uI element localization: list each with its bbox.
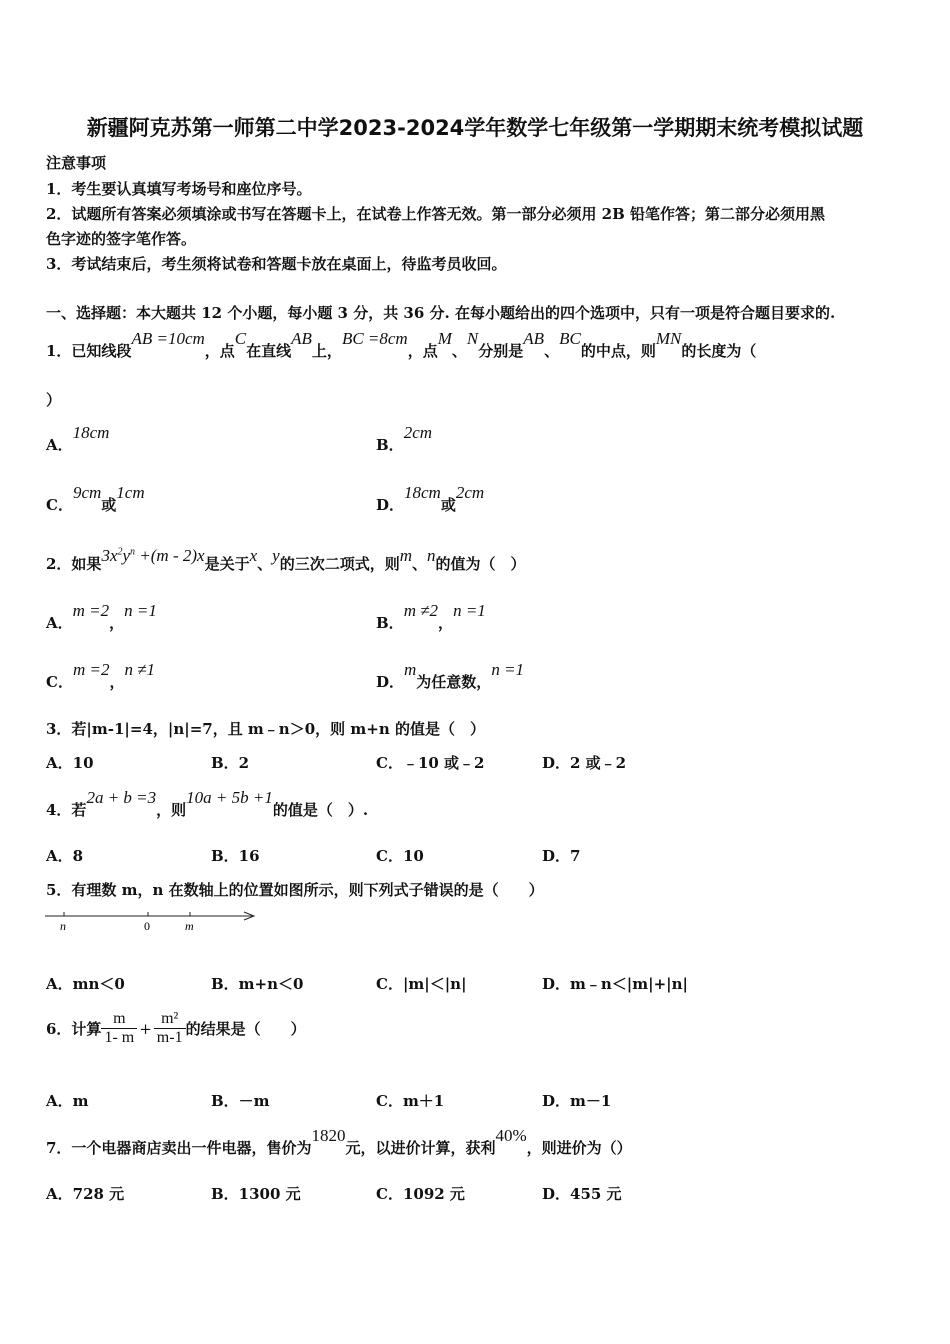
- notice-item: 色字迹的签字笔作答。: [46, 230, 197, 248]
- q6-option-c: C．m＋1: [376, 1092, 445, 1110]
- q6-option-d: D．m－1: [542, 1092, 612, 1110]
- q2-option-d: D．m为任意数，n =1: [376, 660, 525, 691]
- fraction-2: $\frac{\text{m²}}{m-1}$: [154, 1010, 186, 1047]
- q1-option-d: D．18cm或2cm: [376, 483, 485, 514]
- q7-option-b: B．1300 元: [211, 1185, 301, 1203]
- notice-item: 3．考试结束后，考生须将试卷和答题卡放在桌面上，待监考员收回。: [46, 255, 507, 273]
- question-6-stem: 6．计算 $\frac{m}{1- m}$ + $\frac{\text{m²}}{m-1}$ 的结果是（ ）: [46, 1010, 306, 1046]
- q5-option-c: C．|m|＜|n|: [376, 975, 467, 993]
- q3-option-b: B．2: [211, 754, 250, 772]
- q7-option-d: D．455 元: [542, 1185, 622, 1203]
- q5-option-a: A．mn＜0: [46, 975, 125, 993]
- question-5-stem: 5．有理数 m，n 在数轴上的位置如图所示，则下列式子错误的是（ ）: [46, 881, 544, 899]
- page-title: 新疆阿克苏第一师第二中学2023-2024学年数学七年级第一学期期末统考模拟试题: [86, 116, 864, 140]
- axis-label-m: m: [185, 919, 194, 933]
- notice-item: 1．考生要认真填写考场号和座位序号。: [46, 180, 312, 198]
- q6-option-a: A．m: [46, 1092, 89, 1110]
- question-4-stem: 4．若2a + b =3，则10a + 5b +1的值是（ ）.: [46, 788, 369, 819]
- axis-label-n: n: [60, 919, 66, 933]
- question-1-stem-end: ）: [46, 391, 62, 409]
- q4-option-d: D．7: [542, 847, 581, 865]
- notice-item: 2．试题所有答案必须填涂或书写在答题卡上，在试卷上作答无效。第一部分必须用 2B 铅笔作答；第二部分必须用黑: [46, 205, 826, 223]
- q5-option-d: D．m﹣n＜|m|+|n|: [542, 975, 688, 993]
- notice-heading: 注意事项: [46, 154, 107, 172]
- q3-option-a: A．10: [46, 754, 94, 772]
- q1-option-c: C．9cm或1cm: [46, 483, 145, 514]
- q2-option-c: C．m =2，n ≠1: [46, 660, 156, 691]
- q1-option-a: A．18cm: [46, 423, 110, 454]
- fraction-1: $\frac{m}{1- m}$: [101, 1010, 137, 1047]
- q3-option-c: C．﹣10 或﹣2: [376, 754, 485, 772]
- q1-option-b: B．2cm: [376, 423, 433, 454]
- q7-option-c: C．1092 元: [376, 1185, 465, 1203]
- question-1-stem: 1．已知线段AB =10cm，点C在直线AB上，BC =8cm，点M、N分别是AB、BC的中点，则MN的长度为（: [46, 329, 757, 360]
- axis-label-zero: 0: [144, 919, 150, 933]
- q6-option-b: B．－m: [211, 1092, 270, 1110]
- question-2-stem: 2．如果$3x^2y^n +(m - 2)x$是关于x、y的三次二项式，则m、n的值为（ ）: [46, 546, 526, 573]
- question-7-stem: 7．一个电器商店卖出一件电器，售价为1820元，以进价计算，获利40%，则进价为（）: [46, 1126, 632, 1157]
- question-3-stem: 3．若|m-1|=4，|n|=7，且 m﹣n＞0，则 m+n 的值是（ ）: [46, 720, 485, 738]
- q4-option-a: A．8: [46, 847, 84, 865]
- q4-option-c: C．10: [376, 847, 424, 865]
- number-line-figure: [44, 906, 260, 936]
- q5-option-b: B．m+n＜0: [211, 975, 304, 993]
- section-heading: 一、选择题：本大题共 12 个小题，每小题 3 分，共 36 分. 在每小题给出的四个选项中，只有一项是符合题目要求的.: [46, 304, 836, 322]
- q7-option-a: A．728 元: [46, 1185, 125, 1203]
- q2-option-a: A．m =2，n =1: [46, 601, 157, 632]
- q3-option-d: D．2 或﹣2: [542, 754, 627, 772]
- q2-option-b: B．m ≠2，n =1: [376, 601, 486, 632]
- q4-option-b: B．16: [211, 847, 260, 865]
